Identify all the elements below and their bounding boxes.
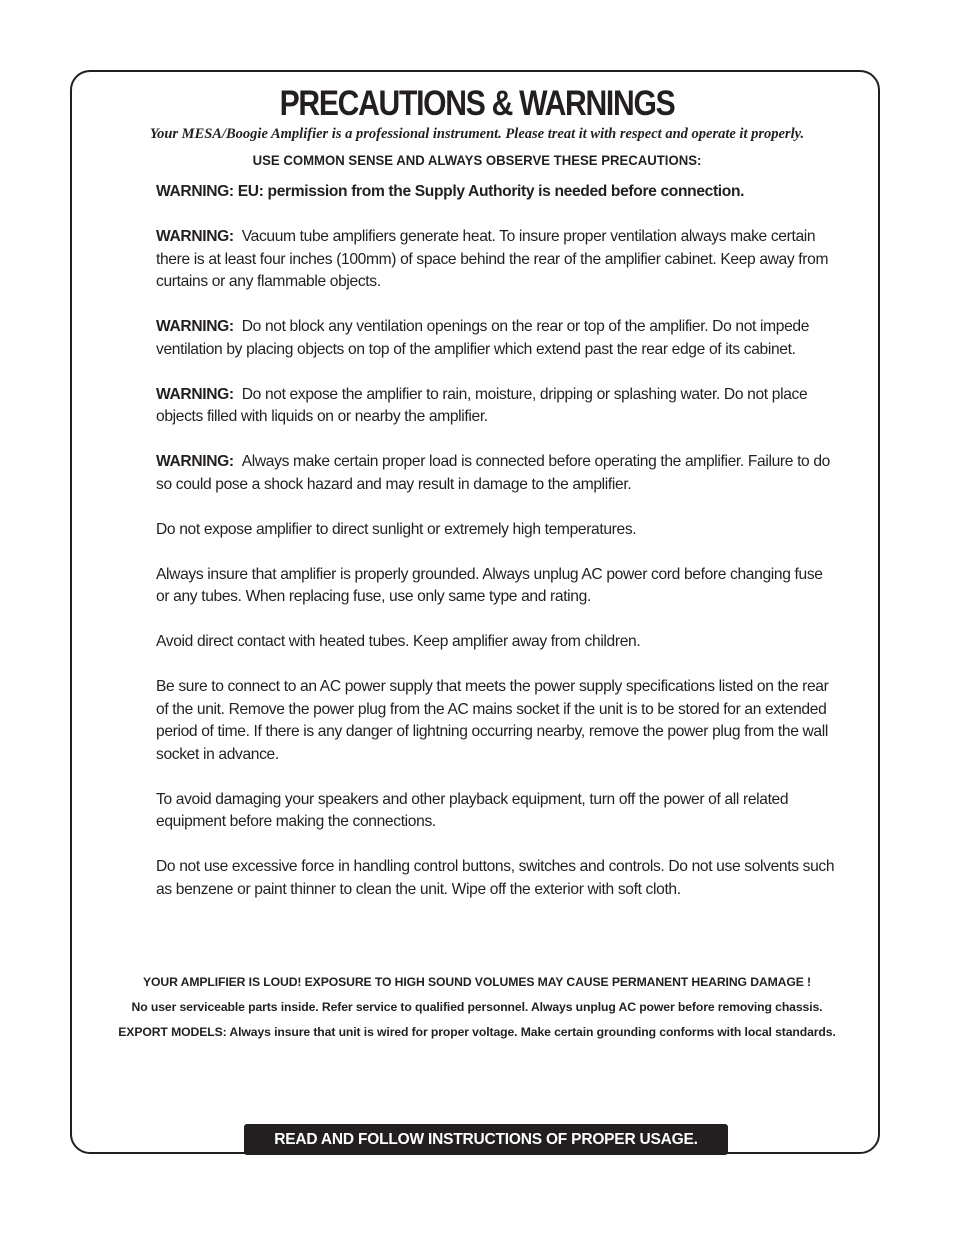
warning-label: WARNING: xyxy=(156,453,234,470)
precaution-power-supply: Be sure to connect to an AC power supply that meets the power supply specifications listed on the rear of the unit. Remove the power plug from the AC mains socket if the unit is to be stored for an extended period of time. If there is any danger of lightning occurring nearby, remove the power plug from the wall socket in advance. xyxy=(156,678,829,763)
warning-eu xyxy=(156,181,836,204)
warning-load xyxy=(156,451,836,496)
precaution-heated-tubes: Avoid direct contact with heated tubes. Keep amplifier away from children. xyxy=(156,633,641,650)
notice-loud: YOUR AMPLIFIER IS LOUD! EXPOSURE TO HIGH SOUND VOLUMES MAY CAUSE PERMANENT HEARING DAMAGE ! xyxy=(142,975,812,989)
precaution-speakers: To avoid damaging your speakers and other playback equipment, turn off the power of all related equipment before making the connections. xyxy=(156,790,789,830)
notice-export: EXPORT MODELS: Always insure that unit is wired for proper voltage. Make certain grounding conforms with local standards. xyxy=(118,1025,836,1039)
common-sense-heading: USE COMMON SENSE AND ALWAYS OBSERVE THESE PRECAUTIONS: xyxy=(252,152,702,168)
warning-heat xyxy=(156,226,836,294)
precaution-grounding: Always insure that amplifier is properly grounded. Always unplug AC power cord before changing fuse or any tubes. When replacing fuse, use only same type and rating. xyxy=(156,565,823,605)
warning-text: Vacuum tube amplifiers generate heat. To insure proper ventilation always make certain there is at least four inches (100mm) of space behind the rear of the amplifier cabinet. Keep away from curtains or any flammable objects. xyxy=(156,228,829,290)
warning-text: Do not block any ventilation openings on the rear or top of the amplifier. Do not impede ventilation by placing objects on top of the amplifier which extend past the rear edge of its cabinet. xyxy=(156,318,810,358)
warning-label: WARNING: xyxy=(156,385,234,403)
warning-text: Do not expose the amplifier to rain, moisture, dripping or splashing water. Do not place objects filled with liquids on or nearby the amplifier. xyxy=(156,385,808,425)
page-title: PRECAUTIONS & WARNINGS xyxy=(279,84,675,123)
page-subtitle: Your MESA/Boogie Amplifier is a professional instrument. Please treat it with respect and operate it properly. xyxy=(149,126,805,142)
warning-ventilation xyxy=(156,316,836,361)
warning-label: WARNING: xyxy=(156,318,234,335)
precaution-cleaning: Do not use excessive force in handling control buttons, switches and controls. Do not use solvents such as benzene or paint thinner to clean the unit. Wipe off the exterior with soft cloth. xyxy=(156,858,835,898)
precaution-sunlight: Do not expose amplifier to direct sunlight or extremely high temperatures. xyxy=(156,520,637,538)
warning-label: WARNING: EU: permission from the Supply Authority is needed before connection. xyxy=(156,183,745,200)
warning-label: WARNING: xyxy=(156,228,234,245)
warning-text: Always make certain proper load is connected before operating the amplifier. Failure to do so could pose a shock hazard and may result in damage to the amplifier. xyxy=(156,453,830,493)
warning-moisture xyxy=(156,384,836,429)
notice-service: No user serviceable parts inside. Refer service to qualified personnel. Always unplug AC power before removing chassis. xyxy=(131,1000,823,1014)
precautions-body xyxy=(156,181,836,924)
instructions-badge: READ AND FOLLOW INSTRUCTIONS OF PROPER USAGE. xyxy=(244,1124,728,1155)
